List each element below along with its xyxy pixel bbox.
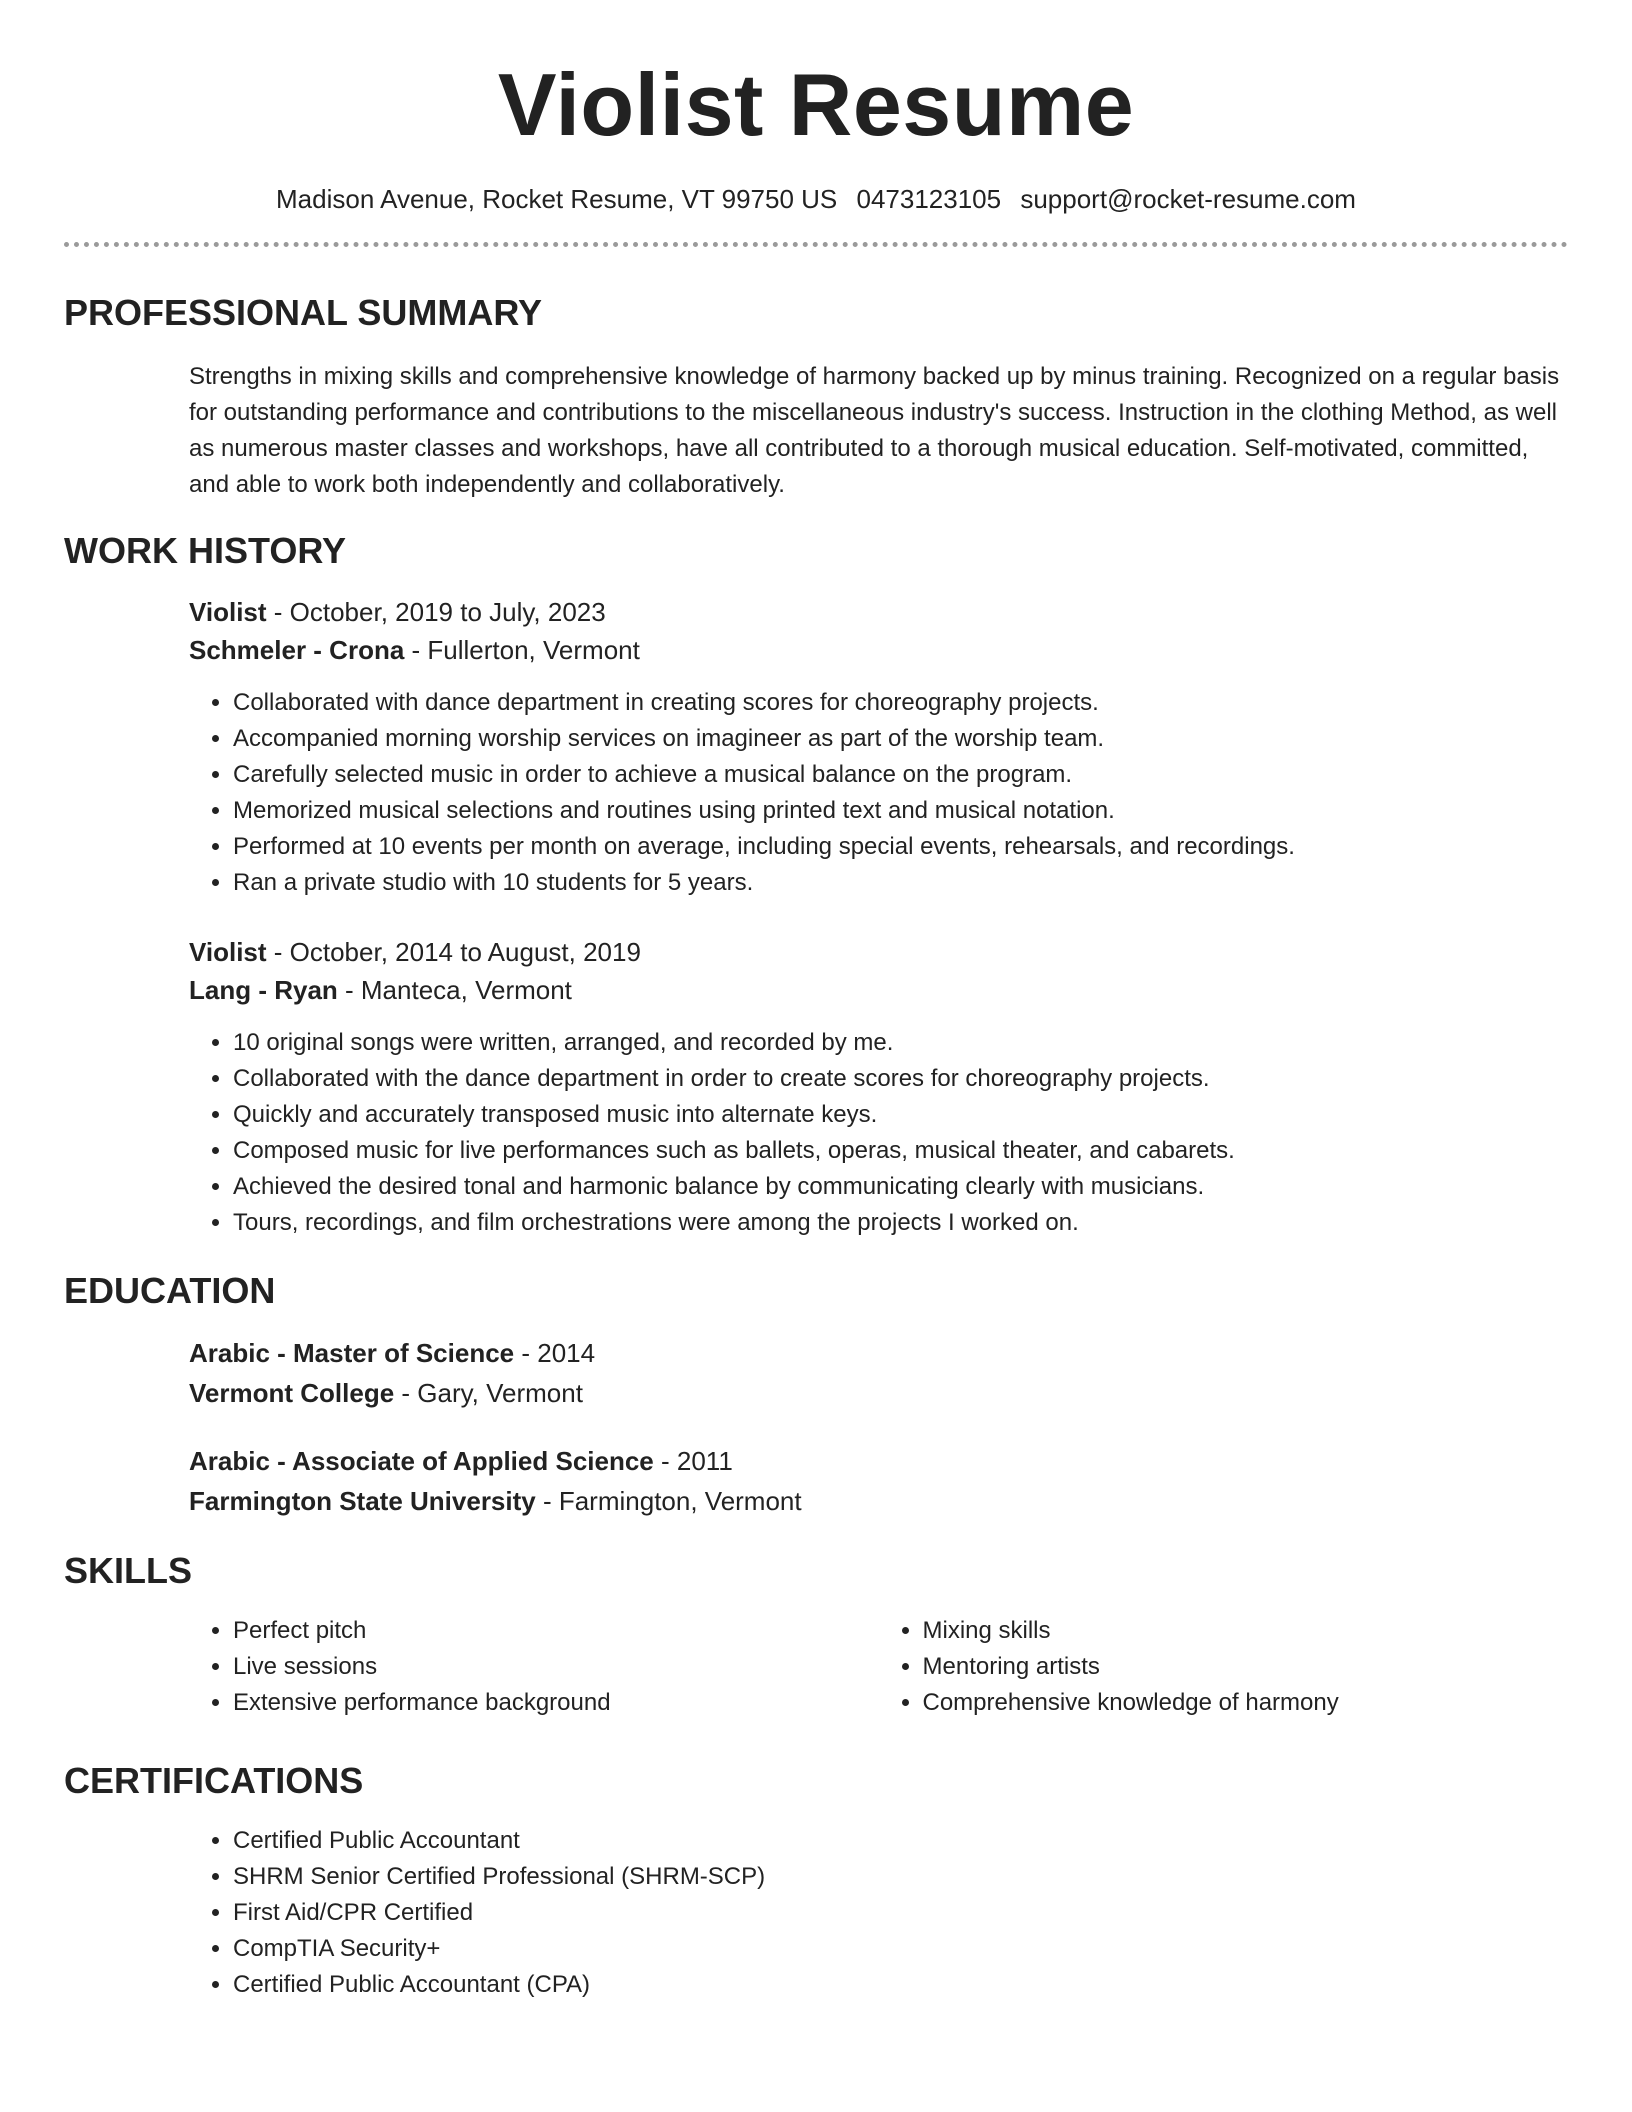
contact-address: Madison Avenue, Rocket Resume, VT 99750 US [276,184,838,214]
list-item: • Extensive performance background [233,1685,879,1721]
list-item: • Mixing skills [923,1613,1569,1649]
school-line [189,1481,1568,1521]
summary-text: Strengths in mixing skills and comprehensive knowledge of harmony backed up by minus training. Recognized on a regular basis for outstanding performance and contributions to the miscellaneous industry's success. Instruction in the clothing Method, as well as numerous master classes and workshops, have all contributed to a thorough musical education. Self-motivated, committed, and able to work both independently and collaboratively. [189,363,1560,498]
contact-line [64,182,1568,216]
list-item: • Comprehensive knowledge of harmony [923,1685,1569,1721]
header-divider [64,242,1568,247]
job-title: Violist [189,937,267,967]
job-entry [189,933,1568,1241]
list-item: • Performed at 10 events per month on average, including special events, rehearsals, and recordings. [233,829,1568,865]
school: Vermont College [189,1378,395,1408]
degree-year: - 2014 [514,1338,596,1368]
school-location: - Farmington, Vermont [535,1486,802,1516]
list-item: • Quickly and accurately transposed music into alternate keys. [233,1097,1568,1133]
job-location: - Fullerton, Vermont [404,635,640,665]
school-location: - Gary, Vermont [394,1378,583,1408]
list-item: • Perfect pitch [233,1613,879,1649]
contact-phone: 0473123105 [856,184,1002,214]
contact-email: support@rocket-resume.com [1020,184,1356,214]
school-line [189,1373,1568,1413]
education-entry [189,1333,1568,1413]
job-title-line [189,933,1568,971]
degree-line [189,1441,1568,1481]
list-item: • Achieved the desired tonal and harmonic balance by communicating clearly with musicians. [233,1169,1568,1205]
degree-year: - 2011 [653,1446,733,1476]
skills-heading: SKILLS [64,1550,193,1591]
job-company: Schmeler - Crona [189,635,405,665]
skills-list-right [879,1613,1569,1721]
job-dates: - October, 2014 to August, 2019 [266,937,641,967]
education-heading: EDUCATION [64,1270,276,1311]
job-title-line [189,593,1568,631]
school: Farmington State University [189,1486,536,1516]
degree: Arabic - Associate of Applied Science [189,1446,654,1476]
job-location: - Manteca, Vermont [337,975,572,1005]
skills-grid [189,1613,1568,1721]
job-company: Lang - Ryan [189,975,338,1005]
summary-heading: PROFESSIONAL SUMMARY [64,292,543,333]
list-item: • First Aid/CPR Certified [233,1895,1568,1931]
job-company-line [189,971,1568,1009]
list-item: • Mentoring artists [923,1649,1569,1685]
education-entry [189,1441,1568,1521]
summary-section [189,359,1568,503]
list-item: • 10 original songs were written, arranged, and recorded by me. [233,1025,1568,1061]
certifications-heading: CERTIFICATIONS [64,1760,364,1801]
job-bullets [189,1025,1568,1241]
degree-line [189,1333,1568,1373]
list-item: • Ran a private studio with 10 students for 5 years. [233,865,1568,901]
skills-section [189,1613,1568,1721]
work-history-section [189,593,1568,1241]
list-item: • Collaborated with dance department in creating scores for choreography projects. [233,685,1568,721]
list-item: • Collaborated with the dance department in order to create scores for choreography projects. [233,1061,1568,1097]
list-item: • Certified Public Accountant [233,1823,1568,1859]
job-bullets [189,685,1568,901]
job-dates: - October, 2019 to July, 2023 [266,597,606,627]
degree: Arabic - Master of Science [189,1338,515,1368]
list-item: • Tours, recordings, and film orchestrations were among the projects I worked on. [233,1205,1568,1241]
skills-list-left [189,1613,879,1721]
list-item: • Certified Public Accountant (CPA) [233,1967,1568,2003]
list-item: • Composed music for live performances such as ballets, operas, musical theater, and cabarets. [233,1133,1568,1169]
list-item: • Carefully selected music in order to achieve a musical balance on the program. [233,757,1568,793]
certifications-list [189,1823,1568,2003]
list-item: • SHRM Senior Certified Professional (SHRM-SCP) [233,1859,1568,1895]
education-section [189,1333,1568,1521]
list-item: • Accompanied morning worship services on imagineer as part of the worship team. [233,721,1568,757]
certifications-section [189,1823,1568,2003]
job-entry [189,593,1568,901]
list-item: • CompTIA Security+ [233,1931,1568,1967]
resume-title: Violist Resume [497,55,1135,154]
job-company-line [189,631,1568,669]
job-title: Violist [189,597,267,627]
work-history-heading: WORK HISTORY [64,530,347,571]
list-item: • Live sessions [233,1649,879,1685]
list-item: • Memorized musical selections and routines using printed text and musical notation. [233,793,1568,829]
